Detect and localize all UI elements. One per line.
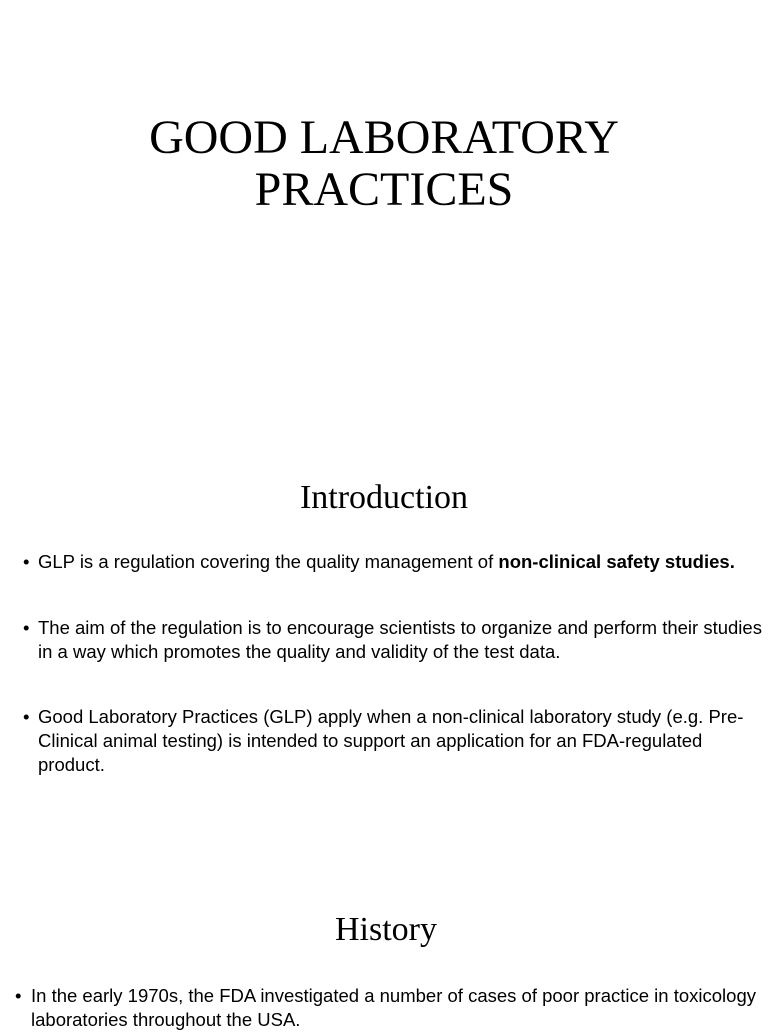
list-item [23, 616, 762, 664]
list-item [15, 984, 766, 1032]
slide-title-line-1: GOOD LABORATORY [149, 111, 619, 164]
bullet-bold-text: non-clinical safety studies. [498, 551, 735, 572]
bullet-text: In the early 1970s, the FDA investigated a number of cases of poor practice in toxicology laboratories throughout the USA. [31, 985, 756, 1030]
bullet-icon: • [23, 617, 30, 638]
introduction-heading: Introduction [299, 479, 469, 516]
slide-title [0, 112, 768, 216]
bullet-text: Good Laboratory Practices (GLP) apply when a non-clinical laboratory study (e.g. Pre-Clinical animal testing) is intended to support an application for an FDA-regulated product. [38, 706, 744, 775]
history-bullet-list [15, 984, 766, 1032]
bullet-icon: • [15, 985, 22, 1006]
slide-title-line-2: PRACTICES [254, 163, 514, 216]
bullet-text: The aim of the regulation is to encourage scientists to organize and perform their studies in a way which promotes the quality and validity of the test data. [38, 617, 762, 662]
list-item [23, 705, 762, 777]
introduction-bullet-list [23, 550, 762, 819]
bullet-icon: • [23, 706, 30, 727]
history-heading: History [335, 911, 437, 948]
bullet-text: GLP is a regulation covering the quality management of [38, 551, 499, 572]
list-item [23, 550, 762, 574]
bullet-icon: • [23, 551, 30, 572]
